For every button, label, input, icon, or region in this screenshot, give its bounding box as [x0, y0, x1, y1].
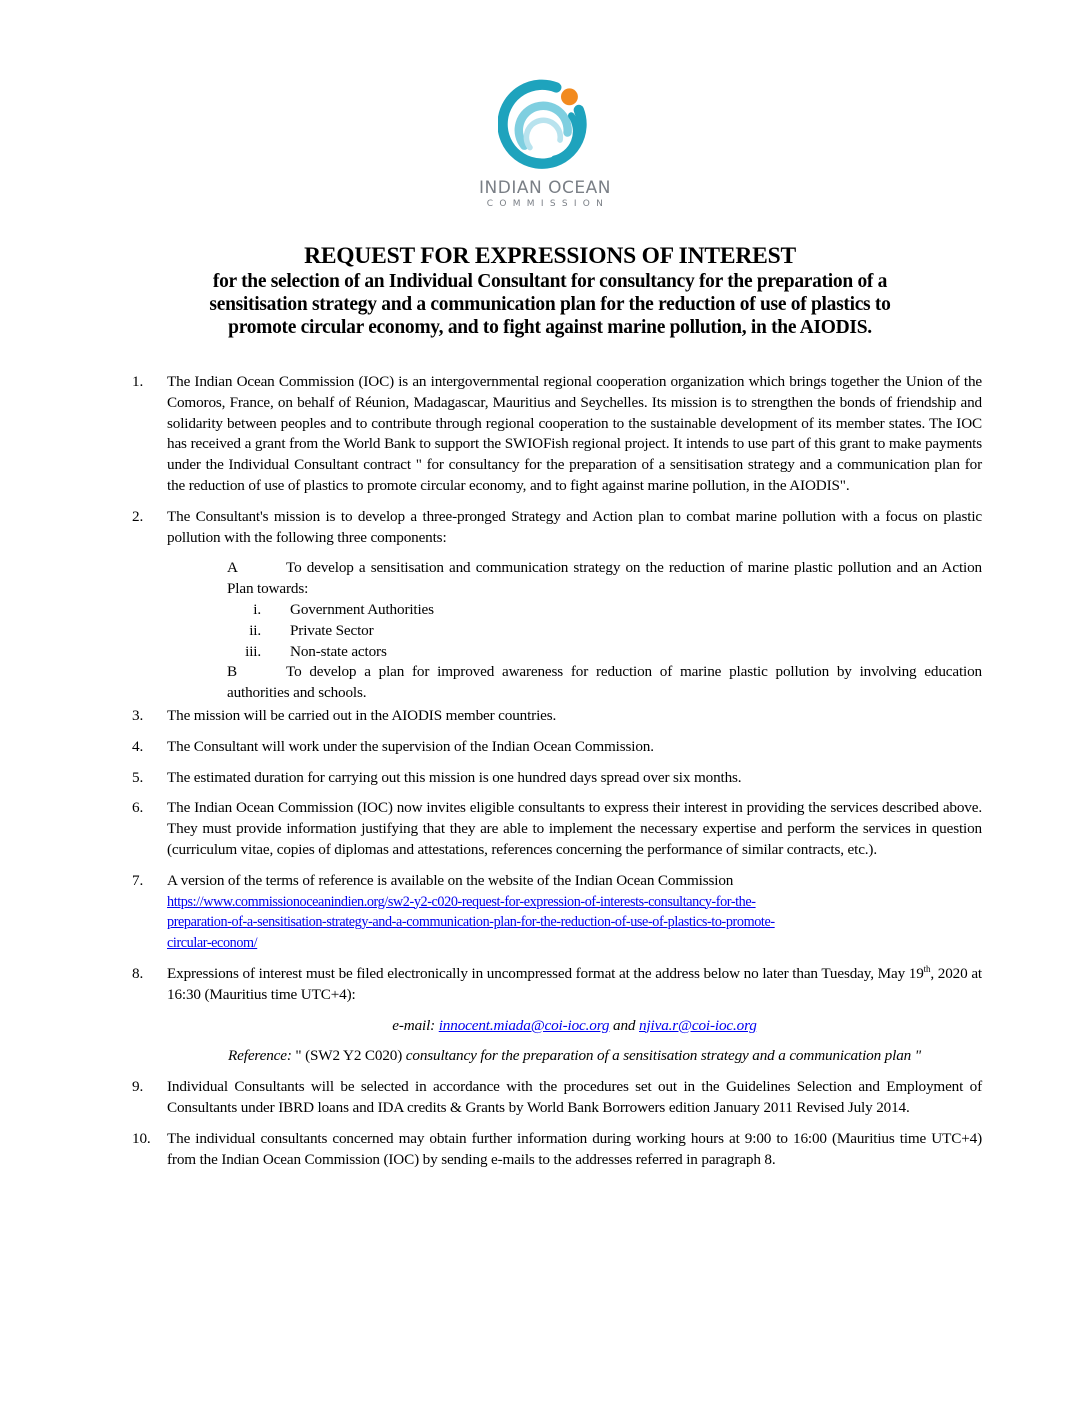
- item-text: The estimated duration for carrying out this mission is one hundred days spread over six months.: [167, 768, 742, 786]
- list-item-8: [132, 964, 982, 1006]
- item-text: The Consultant will work under the supervision of the Indian Ocean Commission.: [167, 737, 654, 755]
- item-number: 3.: [132, 706, 144, 724]
- document-heading: [100, 242, 1000, 339]
- item-number: 1.: [132, 373, 144, 390]
- item-text: Individual Consultants will be selected in accordance with the procedures set out in the Guidelines Selection and Employment of Consultants under IBRD loans and IDA credits & Grants by World Bank Borrowers edition January 2011 Revised July 2014.: [167, 1078, 982, 1116]
- list-item-7: [132, 871, 982, 954]
- email-label: e-mail:: [392, 1016, 439, 1034]
- reference-code: (SW2 Y2 C020): [305, 1047, 406, 1065]
- list-item-2: [132, 507, 982, 704]
- document-subtitle-line-2: sensitisation strategy and a communication plan for the reduction of use of plastics to: [209, 294, 891, 315]
- subitem-number: iii.: [245, 642, 261, 660]
- tor-link-line-3[interactable]: circular-econom/: [167, 935, 258, 952]
- component-letter: A: [227, 559, 238, 577]
- subitem-number: ii.: [249, 621, 261, 639]
- list-item-10: [132, 1129, 982, 1171]
- item-text: The Indian Ocean Commission (IOC) is an intergovernmental regional cooperation organization which brings together the Union of the Comoros, France, on behalf of Réunion, Madagascar, Mauritius and Seychelles. Its mission is to strengthen the bonds of friendship and solidarity between peoples and to contribute through regional cooperation to the sustainable development of its member states. The IOC has received a grant from the World Bank to support the SWIOFish regional project. It intends to use part of this grant to make payments under the Individual Consultant contract " for consultancy for the preparation of a sensitisation strategy and a communication plan for the reduction of use of plastics to promote circular economy, and to fight against marine pollution, in the AIODIS".: [167, 373, 982, 494]
- tor-link-line-2[interactable]: preparation-of-a-sensitisation-strategy-and-a-communication-plan-for-the-reduction-of-use-of-plastics-to-promote-: [167, 914, 775, 931]
- list-item-3: [132, 706, 982, 727]
- item-text: The individual consultants concerned may obtain further information during working hours at 9:00 to 16:00 (Mauritius time UTC+4) from the Indian Ocean Commission (IOC) by sending e-mails to the addresses referred in paragraph 8.: [167, 1129, 982, 1168]
- item-text: Expressions of interest must be filed electronically in uncompressed format at the address below no later than Tuesday, May 19: [167, 964, 924, 982]
- document-title: REQUEST FOR EXPRESSIONS OF INTEREST: [304, 243, 796, 269]
- component-text: To develop a sensitisation and communication strategy on the reduction of marine plastic pollution and an Action Plan towards:: [227, 559, 982, 598]
- item-text: The mission will be carried out in the AIODIS member countries.: [167, 706, 557, 724]
- ioc-logo-icon: [498, 78, 592, 172]
- list-item-4: [132, 737, 982, 758]
- component-text: To develop a plan for improved awareness for reduction of marine plastic pollution by involving education authorities and schools.: [227, 663, 982, 702]
- terms-of-reference-link[interactable]: [167, 892, 982, 954]
- item-number: 7.: [132, 871, 144, 889]
- component-a: [167, 558, 982, 662]
- item-text-after: , 2020 at 16:30 (Mauritius time UTC+4):: [167, 964, 982, 1003]
- item-number: 4.: [132, 737, 144, 755]
- ordinal-suffix: th: [923, 963, 931, 974]
- email-line: [132, 1016, 982, 1037]
- item-text: The Indian Ocean Commission (IOC) now invites eligible consultants to express their interest in providing the services described above. They must provide information justifying that they are able to implement the necessary expertise and perform the services in question (curriculum vitae, copies of diplomas and attestations, references concerning the performance of similar contracts, etc.).: [167, 799, 982, 858]
- reference-line: [132, 1046, 982, 1067]
- list-item-6: [132, 798, 982, 860]
- subitem-text: Government Authorities: [290, 600, 434, 618]
- item-number: 6.: [132, 799, 144, 817]
- document-subtitle-line-3: promote circular economy, and to fight against marine pollution, in the AIODIS.: [228, 317, 872, 338]
- logo-name: INDIAN OCEAN: [479, 178, 611, 198]
- item-number: 5.: [132, 768, 144, 786]
- list-item-1: [132, 372, 982, 497]
- component-b: [167, 662, 982, 704]
- email-link-1[interactable]: innocent.miada@coi-ioc.org: [438, 1016, 610, 1034]
- tor-link-line-1[interactable]: https://www.commissionoceanindien.org/sw2-y2-c020-request-for-expression-of-interests-consultancy-for-the-: [167, 893, 756, 910]
- ioc-logo: [460, 78, 630, 213]
- item-number: 8.: [132, 964, 144, 982]
- item-number: 2.: [132, 507, 144, 525]
- document-body: [132, 372, 982, 1170]
- subitem-1: [227, 600, 982, 621]
- subitem-text: Non-state actors: [290, 642, 387, 660]
- item-text: A version of the terms of reference is available on the website of the Indian Ocean Commission: [167, 871, 734, 889]
- subitem-number: i.: [253, 600, 261, 618]
- component-letter: B: [227, 663, 237, 681]
- document-subtitle-line-1: for the selection of an Individual Consultant for consultancy for the preparation of a: [212, 271, 888, 292]
- reference-label: Reference:: [228, 1047, 296, 1065]
- subitem-3: [227, 642, 982, 663]
- email-link-2[interactable]: njiva.r@coi-ioc.org: [639, 1016, 757, 1034]
- item-text: The Consultant's mission is to develop a three-pronged Strategy and Action plan to combat marine pollution with a focus on plastic pollution with the following three components:: [167, 507, 982, 546]
- subitem-text: Private Sector: [290, 621, 374, 639]
- item-number: 9.: [132, 1078, 144, 1096]
- item-number: 10.: [132, 1129, 151, 1147]
- list-item-9: [132, 1077, 982, 1119]
- email-and: and: [609, 1016, 640, 1034]
- reference-text: consultancy for the preparation of a sensitisation strategy and a communication plan ": [405, 1047, 921, 1065]
- list-item-5: [132, 768, 982, 789]
- subitem-2: [227, 621, 982, 642]
- reference-quote: ": [295, 1047, 306, 1065]
- logo-subtitle: COMMISSION: [486, 199, 610, 209]
